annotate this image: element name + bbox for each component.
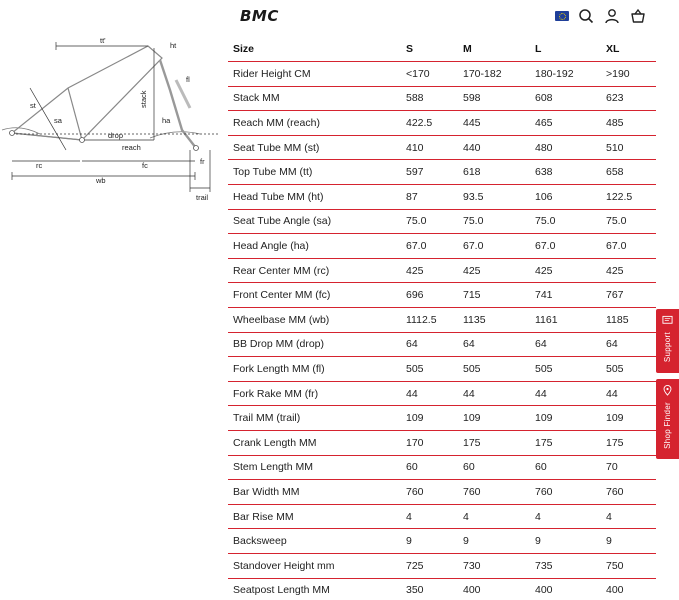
table-row xyxy=(228,332,656,357)
size-value: 400 xyxy=(530,578,601,600)
size-value: 109 xyxy=(601,406,656,431)
location-pin-icon xyxy=(662,385,673,396)
column-header: Size xyxy=(228,37,401,62)
size-value: 725 xyxy=(401,553,458,578)
size-value: 4 xyxy=(401,504,458,529)
size-value: 425 xyxy=(458,258,530,283)
size-value: 87 xyxy=(401,185,458,210)
size-value: <170 xyxy=(401,62,458,87)
column-header: S xyxy=(401,37,458,62)
size-value: 67.0 xyxy=(601,234,656,259)
row-label: Bar Rise MM xyxy=(228,504,401,529)
size-value: 1185 xyxy=(601,308,656,333)
size-value: 658 xyxy=(601,160,656,185)
label-rc: rc xyxy=(36,161,43,170)
size-value: 440 xyxy=(458,135,530,160)
label-st: st xyxy=(30,101,36,110)
size-value: 93.5 xyxy=(458,185,530,210)
basket-icon[interactable] xyxy=(629,7,647,25)
size-value: 64 xyxy=(601,332,656,357)
table-row xyxy=(228,406,656,431)
size-value: 44 xyxy=(601,381,656,406)
support-tab[interactable] xyxy=(656,309,679,373)
table-row xyxy=(228,480,656,505)
size-value: 715 xyxy=(458,283,530,308)
row-label: Seat Tube Angle (sa) xyxy=(228,209,401,234)
row-label: Front Center MM (fc) xyxy=(228,283,401,308)
size-value: 465 xyxy=(530,111,601,136)
table-row xyxy=(228,455,656,480)
size-value: 4 xyxy=(458,504,530,529)
table-body xyxy=(228,62,656,600)
size-value: 608 xyxy=(530,86,601,111)
row-label: Head Angle (ha) xyxy=(228,234,401,259)
table-row xyxy=(228,578,656,600)
size-value: 60 xyxy=(458,455,530,480)
table-row xyxy=(228,258,656,283)
row-label: Rear Center MM (rc) xyxy=(228,258,401,283)
shop-finder-tab-label: Shop Finder xyxy=(663,402,672,449)
size-value: 638 xyxy=(530,160,601,185)
size-value: 730 xyxy=(458,553,530,578)
size-value: 618 xyxy=(458,160,530,185)
size-value: 4 xyxy=(530,504,601,529)
size-value: 505 xyxy=(458,357,530,382)
support-tab-label: Support xyxy=(663,332,672,363)
size-value: 122.5 xyxy=(601,185,656,210)
row-label: Crank Length MM xyxy=(228,431,401,456)
size-value: 505 xyxy=(401,357,458,382)
size-value: 4 xyxy=(601,504,656,529)
size-value: 1135 xyxy=(458,308,530,333)
row-label: Backsweep xyxy=(228,529,401,554)
header-icons xyxy=(555,7,647,25)
column-header: XL xyxy=(601,37,656,62)
label-drop: drop xyxy=(108,131,124,140)
size-value: 735 xyxy=(530,553,601,578)
size-value: 75.0 xyxy=(401,209,458,234)
label-reach: reach xyxy=(122,143,141,152)
table-row xyxy=(228,308,656,333)
size-value: 760 xyxy=(601,480,656,505)
table-row xyxy=(228,86,656,111)
size-value: 445 xyxy=(458,111,530,136)
size-value: 44 xyxy=(458,381,530,406)
column-header: M xyxy=(458,37,530,62)
chat-icon xyxy=(662,315,673,326)
geometry-diagram xyxy=(0,30,222,210)
table-row xyxy=(228,209,656,234)
size-value: 9 xyxy=(401,529,458,554)
column-header: L xyxy=(530,37,601,62)
size-value: 175 xyxy=(601,431,656,456)
table-row xyxy=(228,62,656,87)
user-icon[interactable] xyxy=(603,7,621,25)
size-value: 60 xyxy=(530,455,601,480)
size-value: 598 xyxy=(458,86,530,111)
size-value: 588 xyxy=(401,86,458,111)
table-header-row xyxy=(228,37,656,62)
row-label: Bar Width MM xyxy=(228,480,401,505)
row-label: Stem Length MM xyxy=(228,455,401,480)
size-value: 106 xyxy=(530,185,601,210)
row-label: Seatpost Length MM xyxy=(228,578,401,600)
size-value: 67.0 xyxy=(530,234,601,259)
label-ha: ha xyxy=(162,116,171,125)
size-value: 75.0 xyxy=(601,209,656,234)
size-value: 109 xyxy=(530,406,601,431)
table-row xyxy=(228,111,656,136)
label-fc: fc xyxy=(142,161,148,170)
row-label: Standover Height mm xyxy=(228,553,401,578)
size-value: 64 xyxy=(458,332,530,357)
label-tt: tt' xyxy=(100,36,106,45)
size-value: 9 xyxy=(458,529,530,554)
row-label: Wheelbase MM (wb) xyxy=(228,308,401,333)
size-value: 425 xyxy=(601,258,656,283)
size-value: 750 xyxy=(601,553,656,578)
size-value: 350 xyxy=(401,578,458,600)
size-value: 70 xyxy=(601,455,656,480)
size-value: 9 xyxy=(601,529,656,554)
table-row xyxy=(228,381,656,406)
table-row xyxy=(228,160,656,185)
size-value: 760 xyxy=(530,480,601,505)
size-value: 400 xyxy=(601,578,656,600)
size-value: 60 xyxy=(401,455,458,480)
row-label: Stack MM xyxy=(228,86,401,111)
label-trail: trail xyxy=(196,193,209,202)
table-row xyxy=(228,283,656,308)
label-fr: fr xyxy=(200,157,205,166)
size-value: 67.0 xyxy=(458,234,530,259)
size-value: 760 xyxy=(458,480,530,505)
row-label: Fork Rake MM (fr) xyxy=(228,381,401,406)
eu-flag-icon[interactable] xyxy=(555,11,569,21)
size-value: 75.0 xyxy=(458,209,530,234)
row-label: Trail MM (trail) xyxy=(228,406,401,431)
size-value: 109 xyxy=(401,406,458,431)
size-value: 741 xyxy=(530,283,601,308)
size-value: 422.5 xyxy=(401,111,458,136)
table-row xyxy=(228,185,656,210)
table-row xyxy=(228,504,656,529)
size-value: 109 xyxy=(458,406,530,431)
size-value: 597 xyxy=(401,160,458,185)
size-value: 425 xyxy=(401,258,458,283)
size-value: 180-192 xyxy=(530,62,601,87)
table-row xyxy=(228,234,656,259)
size-value: 400 xyxy=(458,578,530,600)
label-wb: wb xyxy=(96,176,106,185)
size-value: 75.0 xyxy=(530,209,601,234)
table-row xyxy=(228,135,656,160)
label-ht: ht xyxy=(170,41,177,50)
size-value: 485 xyxy=(601,111,656,136)
geometry-table xyxy=(228,37,656,600)
size-value: 44 xyxy=(401,381,458,406)
size-value: 425 xyxy=(530,258,601,283)
row-label: Rider Height CM xyxy=(228,62,401,87)
size-value: 64 xyxy=(530,332,601,357)
row-label: BB Drop MM (drop) xyxy=(228,332,401,357)
size-value: 170-182 xyxy=(458,62,530,87)
size-value: 44 xyxy=(530,381,601,406)
label-sa: sa xyxy=(54,116,62,125)
row-label: Fork Length MM (fl) xyxy=(228,357,401,382)
shop-finder-tab[interactable] xyxy=(656,379,679,459)
size-value: 67.0 xyxy=(401,234,458,259)
size-value: 410 xyxy=(401,135,458,160)
size-value: 64 xyxy=(401,332,458,357)
size-value: 1112.5 xyxy=(401,308,458,333)
size-value: 175 xyxy=(530,431,601,456)
label-stack: stack xyxy=(139,90,148,108)
size-value: 175 xyxy=(458,431,530,456)
label-fl: fl xyxy=(186,75,190,84)
size-value: 505 xyxy=(601,357,656,382)
size-value: 480 xyxy=(530,135,601,160)
row-label: Head Tube MM (ht) xyxy=(228,185,401,210)
size-value: 9 xyxy=(530,529,601,554)
table-row xyxy=(228,529,656,554)
table-row xyxy=(228,553,656,578)
size-value: 505 xyxy=(530,357,601,382)
size-value: >190 xyxy=(601,62,656,87)
row-label: Reach MM (reach) xyxy=(228,111,401,136)
size-value: 510 xyxy=(601,135,656,160)
row-label: Seat Tube MM (st) xyxy=(228,135,401,160)
row-label: Top Tube MM (tt) xyxy=(228,160,401,185)
size-value: 760 xyxy=(401,480,458,505)
size-value: 1161 xyxy=(530,308,601,333)
table-row xyxy=(228,357,656,382)
size-value: 623 xyxy=(601,86,656,111)
size-value: 696 xyxy=(401,283,458,308)
size-value: 170 xyxy=(401,431,458,456)
search-icon[interactable] xyxy=(577,7,595,25)
bmc-logo[interactable]: BMC xyxy=(240,7,279,25)
size-value: 767 xyxy=(601,283,656,308)
table-row xyxy=(228,431,656,456)
